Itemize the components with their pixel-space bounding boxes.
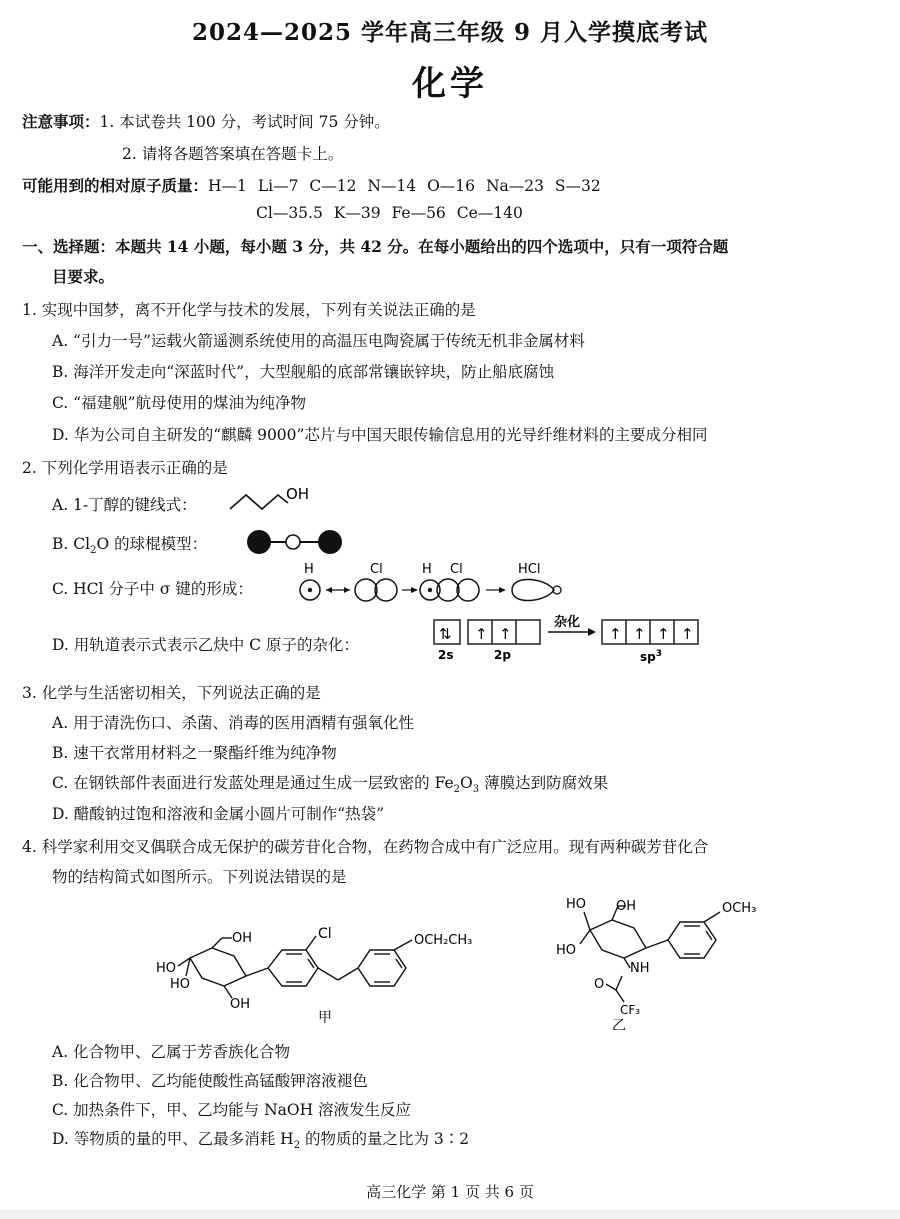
question-4-option-d-pre: D. 等物质的量的甲、乙最多消耗 H <box>52 1130 294 1148</box>
sigma-h-label-2: H <box>422 562 432 577</box>
yi-label: 乙 <box>612 1018 626 1030</box>
section-heading-cont: 目要求。 <box>52 267 115 286</box>
orbital-2p-label: 2p <box>494 648 511 662</box>
compound-yi-structure <box>550 890 780 1030</box>
subject-title: 化学 <box>412 64 488 104</box>
question-2-option-b-pre: B. Cl <box>52 535 91 553</box>
question-2-option-c <box>52 577 253 599</box>
atomic-masses-label: 可能用到的相对原子质量： <box>22 176 209 195</box>
jia-ethoxy: OCH₂CH₃ <box>414 933 473 948</box>
question-2-option-b <box>52 532 207 556</box>
question-3-option-c-pre: C. 在钢铁部件表面进行发蓝处理是通过生成一层致密的 Fe <box>52 774 454 792</box>
question-3-option-d: D. 醋酸钠过饱和溶液和金属小圆片可制作“热袋” <box>52 805 385 823</box>
sigma-bond-formation-diagram <box>290 560 570 610</box>
question-2-option-a <box>52 493 197 515</box>
question-2-option-b-post: O 的球棍模型： <box>96 535 208 553</box>
question-2-option-d <box>52 633 359 655</box>
orbital-sp3-label: $sp^3$ <box>640 649 662 664</box>
section-heading: 一、选择题：本题共 14 小题，每小题 3 分，共 42 分。在每小题给出的四个选项中，只有一项符合题 <box>22 237 729 256</box>
jia-cl: Cl <box>318 926 332 942</box>
question-2-option-d-text: D. 用轨道表示式表示乙炔中 C 原子的杂化： <box>52 636 359 654</box>
cl2o-ball-stick-model <box>244 527 346 557</box>
sigma-h-label: H <box>304 562 314 577</box>
notes-label: 注意事项： <box>22 112 100 131</box>
hybridization-arrow-label: 杂化 <box>554 615 581 630</box>
orbital-2s-label: 2s <box>438 648 454 662</box>
yi-nh: NH <box>630 961 650 976</box>
orbital-2p-arrow-2: ↑ <box>499 625 512 643</box>
question-4-option-d <box>52 1127 469 1151</box>
butanol-skeletal-formula <box>226 483 316 519</box>
atomic-masses-row-2: Cl—35.5 K—39 Fe—56 Ce—140 <box>256 204 523 222</box>
question-1-option-c: C. “福建舰”航母使用的煤油为纯净物 <box>52 394 307 412</box>
question-3-option-c-sub2: 3 <box>472 784 480 796</box>
orbital-sp3-arrow-3: ↑ <box>657 625 670 643</box>
question-2-option-a-text: A. 1-丁醇的键线式： <box>52 496 197 514</box>
notes-item-1: 1. 本试卷共 100 分，考试时间 75 分钟。 <box>99 113 390 131</box>
orbital-sp3-arrow-1: ↑ <box>609 625 622 643</box>
yi-cf3: CF₃ <box>620 1003 641 1017</box>
question-4-option-b: B. 化合物甲、乙均能使酸性高锰酸钾溶液褪色 <box>52 1072 368 1090</box>
compound-jia-structure <box>150 918 510 1028</box>
yi-o: O <box>594 977 605 992</box>
question-4-option-c: C. 加热条件下，甲、乙均能与 NaOH 溶液发生反应 <box>52 1101 412 1119</box>
sigma-hcl-label: HCl <box>518 562 541 577</box>
question-3-option-c <box>52 771 608 795</box>
question-3-option-c-post: 薄膜达到防腐效果 <box>479 774 609 792</box>
jia-label: 甲 <box>318 1010 332 1026</box>
sigma-cl-label-2: Cl <box>450 562 463 577</box>
question-4-stem-cont: 物的结构简式如图所示。下列说法错误的是 <box>52 868 347 886</box>
atomic-masses-line-1 <box>22 174 601 196</box>
orbital-sp3-arrow-2: ↑ <box>633 625 646 643</box>
notes-item-2: 2. 请将各题答案填在答题卡上。 <box>122 145 344 163</box>
atomic-masses-row-1: H—1 Li—7 C—12 N—14 O—16 Na—23 S—32 <box>208 177 601 195</box>
question-4-option-a: A. 化合物甲、乙属于芳香族化合物 <box>52 1043 291 1061</box>
jia-ho-left-1: HO <box>156 961 177 976</box>
question-3-option-b: B. 速干衣常用材料之一聚酯纤维为纯净物 <box>52 744 337 762</box>
jia-ho-left-2: HO <box>170 977 191 992</box>
yi-ho-top: HO <box>566 897 587 912</box>
sigma-cl-label: Cl <box>370 562 383 577</box>
yi-methoxy: OCH₃ <box>722 901 757 916</box>
yi-ho-left: HO <box>556 943 577 958</box>
exam-title: 2024—2025 学年高三年级 9 月入学摸底考试 <box>191 19 709 46</box>
question-2-stem: 2. 下列化学用语表示正确的是 <box>22 459 228 477</box>
question-4-option-d-post: 的物质的量之比为 3∶2 <box>300 1130 470 1148</box>
page-bottom-shade <box>0 1210 900 1219</box>
page-footer: 高三化学 第 1 页 共 6 页 <box>366 1183 534 1201</box>
question-3-stem: 3. 化学与生活密切相关，下列说法正确的是 <box>22 684 321 702</box>
orbital-hybridization-diagram <box>430 612 705 666</box>
question-3-option-c-sub1: 2 <box>453 784 461 796</box>
yi-oh-top: OH <box>616 899 637 914</box>
orbital-sp3-arrow-4: ↑ <box>681 625 694 643</box>
orbital-2p-arrow-1: ↑ <box>475 625 488 643</box>
jia-oh-top: OH <box>232 931 253 946</box>
question-1-option-d: D. 华为公司自主研发的“麒麟 9000”芯片与中国天眼传输信息用的光导纤维材料的主要成分相同 <box>52 426 708 444</box>
question-1-option-b: B. 海洋开发走向“深蓝时代”，大型舰船的底部常镶嵌锌块，防止船底腐蚀 <box>52 363 555 381</box>
question-1-option-a: A. “引力一号”运载火箭遥测系统使用的高温压电陶瓷属于传统无机非金属材料 <box>52 332 585 350</box>
notes-line-1 <box>22 110 390 132</box>
question-2-option-c-text: C. HCl 分子中 σ 键的形成： <box>52 580 253 598</box>
question-3-option-c-mid: O <box>460 774 473 792</box>
question-2-option-b-sub: 2 <box>90 545 97 557</box>
question-1-stem: 1. 实现中国梦，离不开化学与技术的发展，下列有关说法正确的是 <box>22 301 476 319</box>
question-3-option-a: A. 用于清洗伤口、杀菌、消毒的医用酒精有强氧化性 <box>52 714 415 732</box>
question-4-option-d-sub: 2 <box>293 1140 301 1152</box>
jia-oh-bottom: OH <box>230 997 251 1012</box>
question-4-stem: 4. 科学家利用交叉偶联合成无保护的碳芳苷化合物，在药物合成中有广泛应用。现有两种碳芳苷化合 <box>22 838 709 856</box>
orbital-2s-arrows: ⇅ <box>439 625 452 643</box>
butanol-oh-label: OH <box>286 485 310 503</box>
